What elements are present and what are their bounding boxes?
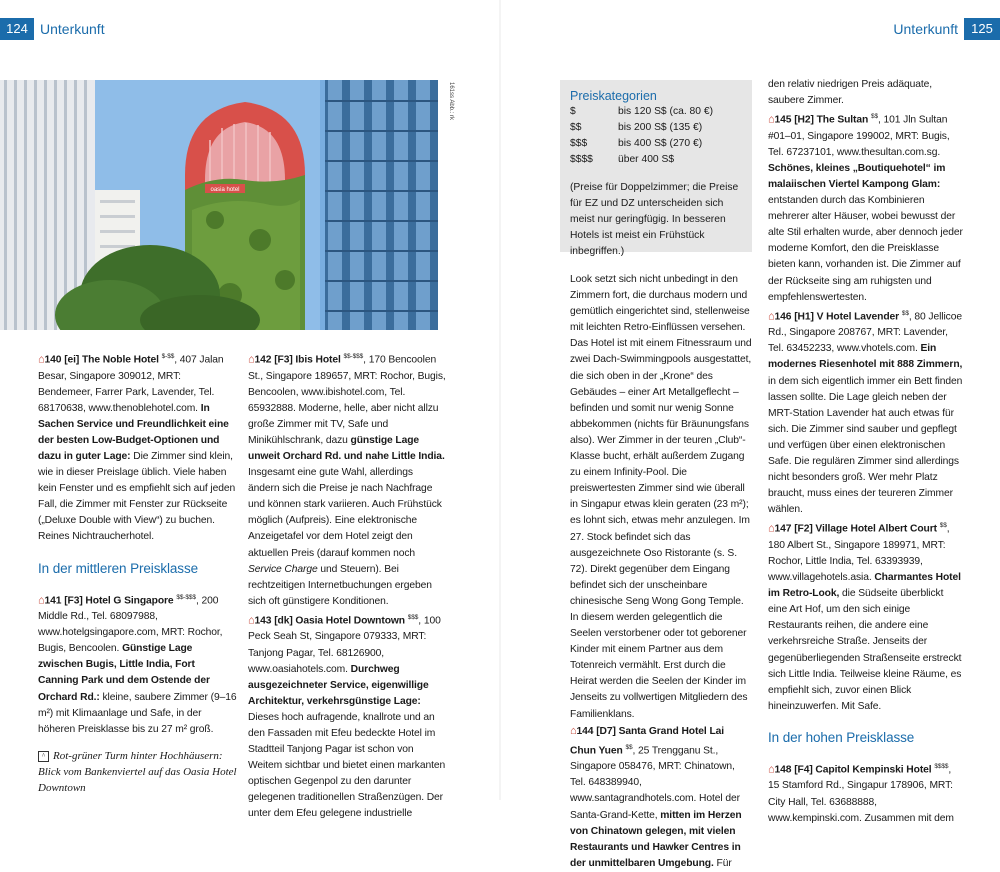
- caption-icon: ^: [38, 751, 49, 762]
- hotel-icon: ⌂: [570, 724, 577, 737]
- hotel-icon: ⌂: [38, 353, 45, 366]
- hotel-entry-142: ⌂142 [F3] Ibis Hotel $$-$$$, 170 Bencoolen St., Singapore 189657, MRT: Rochor, Bugis, Bencoolen, www.ibishotel.com, Tel. 65932888. Moderne, helle, aber nicht allzu große Zimmer mit TV, Safe und Minikühlschrank, dazu günstige Lage unweit Orchard Rd. und nahe Little India. Insgesamt eine gute Wahl, allerdings ändern sich die Preise je nach Nachfrage und können stark variieren. Auch Frühstück möglich (Aufpreis). Eine elektronische Anzeigetafel vor dem Hotel zeigt den aktuellen Preis (darauf kommen noch Service Charge und Steuern). Bei rechtzeitigen Internetbuchungen ergeben sich oft günstigere Konditionen.: [248, 353, 446, 607]
- left-page: [0, 0, 500, 820]
- running-head-left: Unterkunft: [40, 21, 105, 37]
- hotel-entry-145: ⌂145 [H2] The Sultan $$, 101 Jln Sultan #01–01, Singapore 199002, MRT: Bugis, Tel. 67237101, www.thesultan.com.sg. Schönes, kleines „Boutiquehotel“ im malaiischen Viertel Kampong Glam: entstanden durch das Kombinieren mehrerer alter Häuser, wobei bewusst der alte Stil erhalten wurde, aber dennoch jeder moderne Komfort, den die Preisklasse bieten kann, vorhanden ist. Die Zimmer auf der Rückseite sing am ruhigsten und empfehlenswertesten.: [768, 113, 963, 303]
- price-row: $$$$ über 400 S$: [570, 154, 675, 165]
- price-category-box: [560, 80, 752, 257]
- running-head-right: Unterkunft: [893, 21, 958, 37]
- hotel-143-continued: Look setzt sich nicht unbedingt in den Zimmern fort, die durchaus modern und gemütlich eingerichtet sind, stellenweise mit leichten Retro-Einflüssen versehen. Das Hotel ist mit einem Fitnessraum und zwei Dach-Swimmingpools ausgestattet, die sich oben in der „Krone“ des Gebäudes – einer Art Metallgeflecht – befinden und somit nur wenig Sonne abbekommen (nichts für Bräunungsfans also). Wer Zimmer in der teuren „Club“-Klasse bucht, erhält außerdem Zugang zu einem Infinity-Pool. Die preiswertesten Zimmer sind wie überall in Singapur etwas klein geraten (23 m²); es lohnt sich, etwas mehr anzulegen. Im 27. Stock befindet sich das ausgezeichnete Oso Ristorante (s. S. 72). Direkt gegenüber dem Eingang befindet sich der unscheinbare chinesische Seng Wong Gong Temple. In diesem werden gelegentlich die Seelen verstorbener oder tot geborener Kinder mit einem Partner aus dem Totenreich vermählt. Erst durch die Heirat werden die Seelen der Kinder im Jenseits zu vollwertigen Mitgliedern des Familienklans.: [570, 274, 752, 720]
- hotel-entry-140: ⌂140 [ei] The Noble Hotel $-$$, 407 Jalan Besar, Singapore 309012, MRT: Bendemeer, Farrer Park, Lavender, Tel. 68170638, www.thenoblehotel.com. In Sachen Service und Freundlichkeit eine der besten Low-Budget-Optionen und dazu in guter Lage: Die Zimmer sind klein, wie in dieser Preislage üblich. Viele haben kein Fenster und es empfiehlt sich auf jeden Fall, die Zimmer mit Fenster zur Rückseite („Deluxe Double with View“) zu buchen. Reines Nichtraucherhotel.: [38, 353, 236, 543]
- price-row: $$ bis 200 S$ (135 €): [570, 122, 703, 133]
- hotel-entry-141: ⌂141 [F3] Hotel G Singapore $$-$$$, 200 Middle Rd., Tel. 68097988, www.hotelgsingapore.com, MRT: Rochor, Bugis, Bencoolen. Günstige Lage zwischen Bugis, Little India, Fort Canning Park und dem Ostende der Orchard Rd.: kleine, saubere Zimmer (9–16 m²) mit Klimaanlage und Safe, in der höheren Preisklasse bis zu 27 m² groß.: [38, 593, 237, 735]
- hotel-144-continued: den relativ niedrigen Preis adäquate, saubere Zimmer.: [768, 79, 933, 107]
- oasia-sign-text: oasia hotel: [210, 187, 240, 193]
- price-row: $$$ bis 400 S$ (270 €): [570, 138, 703, 149]
- hotel-photo: [0, 80, 438, 330]
- hotel-icon: ⌂: [768, 113, 775, 126]
- column-right-1: [570, 272, 752, 872]
- hotel-icon: ⌂: [768, 522, 775, 535]
- section-heading-mid: In der mittleren Preisklasse: [38, 560, 199, 576]
- column-right-2: [768, 77, 965, 827]
- photo-credit: 161ss Abb.: rk: [448, 82, 454, 121]
- column-left-1: [38, 349, 238, 738]
- column-left-2: [248, 349, 446, 823]
- photo-caption: ^ Rot-grüner Turm hinter Hochhäusern: Blick vom Bankenviertel auf das Oasia Hotel Downtown: [38, 750, 237, 794]
- hotel-entry-143: ⌂143 [dk] Oasia Hotel Downtown $$$, 100 Peck Seah St, Singapore 079333, MRT: Tanjong Pagar, Tel. 68126900, www.oasiahotels.com. Durchweg ausgezeichneter Service, eigenwillige Architektur, verkehrsgünstige Lage: Dieses hoch aufragende, knallrote und an den Fassaden mit Efeu bedeckte Hotel im Stadtteil Tanjong Pagar ist schon von Weitem sichtbar und bietet einen markanten optischen Gegenpol zu den darunter gelegenen traditionellen Straßenzügen. Der unter dem Efeu gelegene industrielle: [248, 613, 446, 820]
- price-table: [570, 104, 713, 168]
- hotel-icon: ⌂: [768, 763, 775, 776]
- hotel-icon: ⌂: [38, 593, 45, 606]
- hotel-icon: ⌂: [768, 310, 775, 323]
- hotel-entry-146: ⌂146 [H1] V Hotel Lavender $$, 80 Jellicoe Rd., Singapore 208767, MRT: Lavender, Tel. 63452233, www.vhotels.com. Ein modernes Riesenhotel mit 888 Zimmern, in dem sich eigentlich immer ein Bett finden lassen sollte. Die Lage gleich neben der MRT-Station Lavender hat auch etwas für sich. Die Zimmer sind sauber und gepflegt und verfügen über einen elektronischen Safe. Die regulären Zimmer sind allerdings nicht besonders groß. Wer mehr Platz braucht, muss eines der teureren Zimmer wählen.: [768, 309, 963, 516]
- section-heading-high: In der hohen Preisklasse: [768, 729, 915, 745]
- price-box-note: (Preise für Doppelzimmer; die Preise für EZ und DZ unterscheiden sich meist nur geringfügig. In besseren Hotels ist meist ein Frühstück inbegriffen.): [570, 182, 739, 257]
- hotel-entry-148: ⌂148 [F4] Capitol Kempinski Hotel $$$$, 15 Stamford Rd., Singapur 178906, MRT: City Hall, Tel. 63688888, www.kempinski.com. Zusammen mit dem: [768, 762, 954, 824]
- hotel-entry-147: ⌂147 [F2] Village Hotel Albert Court $$, 180 Albert St., Singapore 189971, MRT: Rochor, Little India, Tel. 63393939, www.villagehotels.asia. Charmantes Hotel im Retro-Look, die Südseite überblickt eine Art Hof, um den sich einige Restaurants reihen, die andere eine verkehrsreiche Straße. Jenseits der gegenüberliegenden Straßenseite erstreckt sich Little India. Teilweise kleine Räume, es empfiehlt sich, zuvor einen Blick hineinzuwerfen. Mit Safe.: [768, 522, 962, 712]
- hotel-icon: ⌂: [248, 614, 255, 627]
- oasia-hotel-image: [0, 80, 438, 330]
- page-number-left: 124: [0, 18, 34, 40]
- hotel-entry-144: ⌂144 [D7] Santa Grand Hotel Lai Chun Yuen $$, 25 Trengganu St., Singapore 058476, MRT: Chinatown, Tel. 648389940, www.santagrandhotels.com. Hotel der Santa-Grand-Kette, mitten im Herzen von Chinatown gelegen, mit vielen Restaurants und Hawker Centres in der unmittelbaren Umgebung. Für: [570, 724, 742, 869]
- price-box-title: Preiskategorien: [570, 89, 657, 103]
- price-row: $ bis 120 S$ (ca. 80 €): [570, 106, 714, 117]
- page-number-right: 125: [964, 18, 1000, 40]
- hotel-icon: ⌂: [248, 353, 255, 366]
